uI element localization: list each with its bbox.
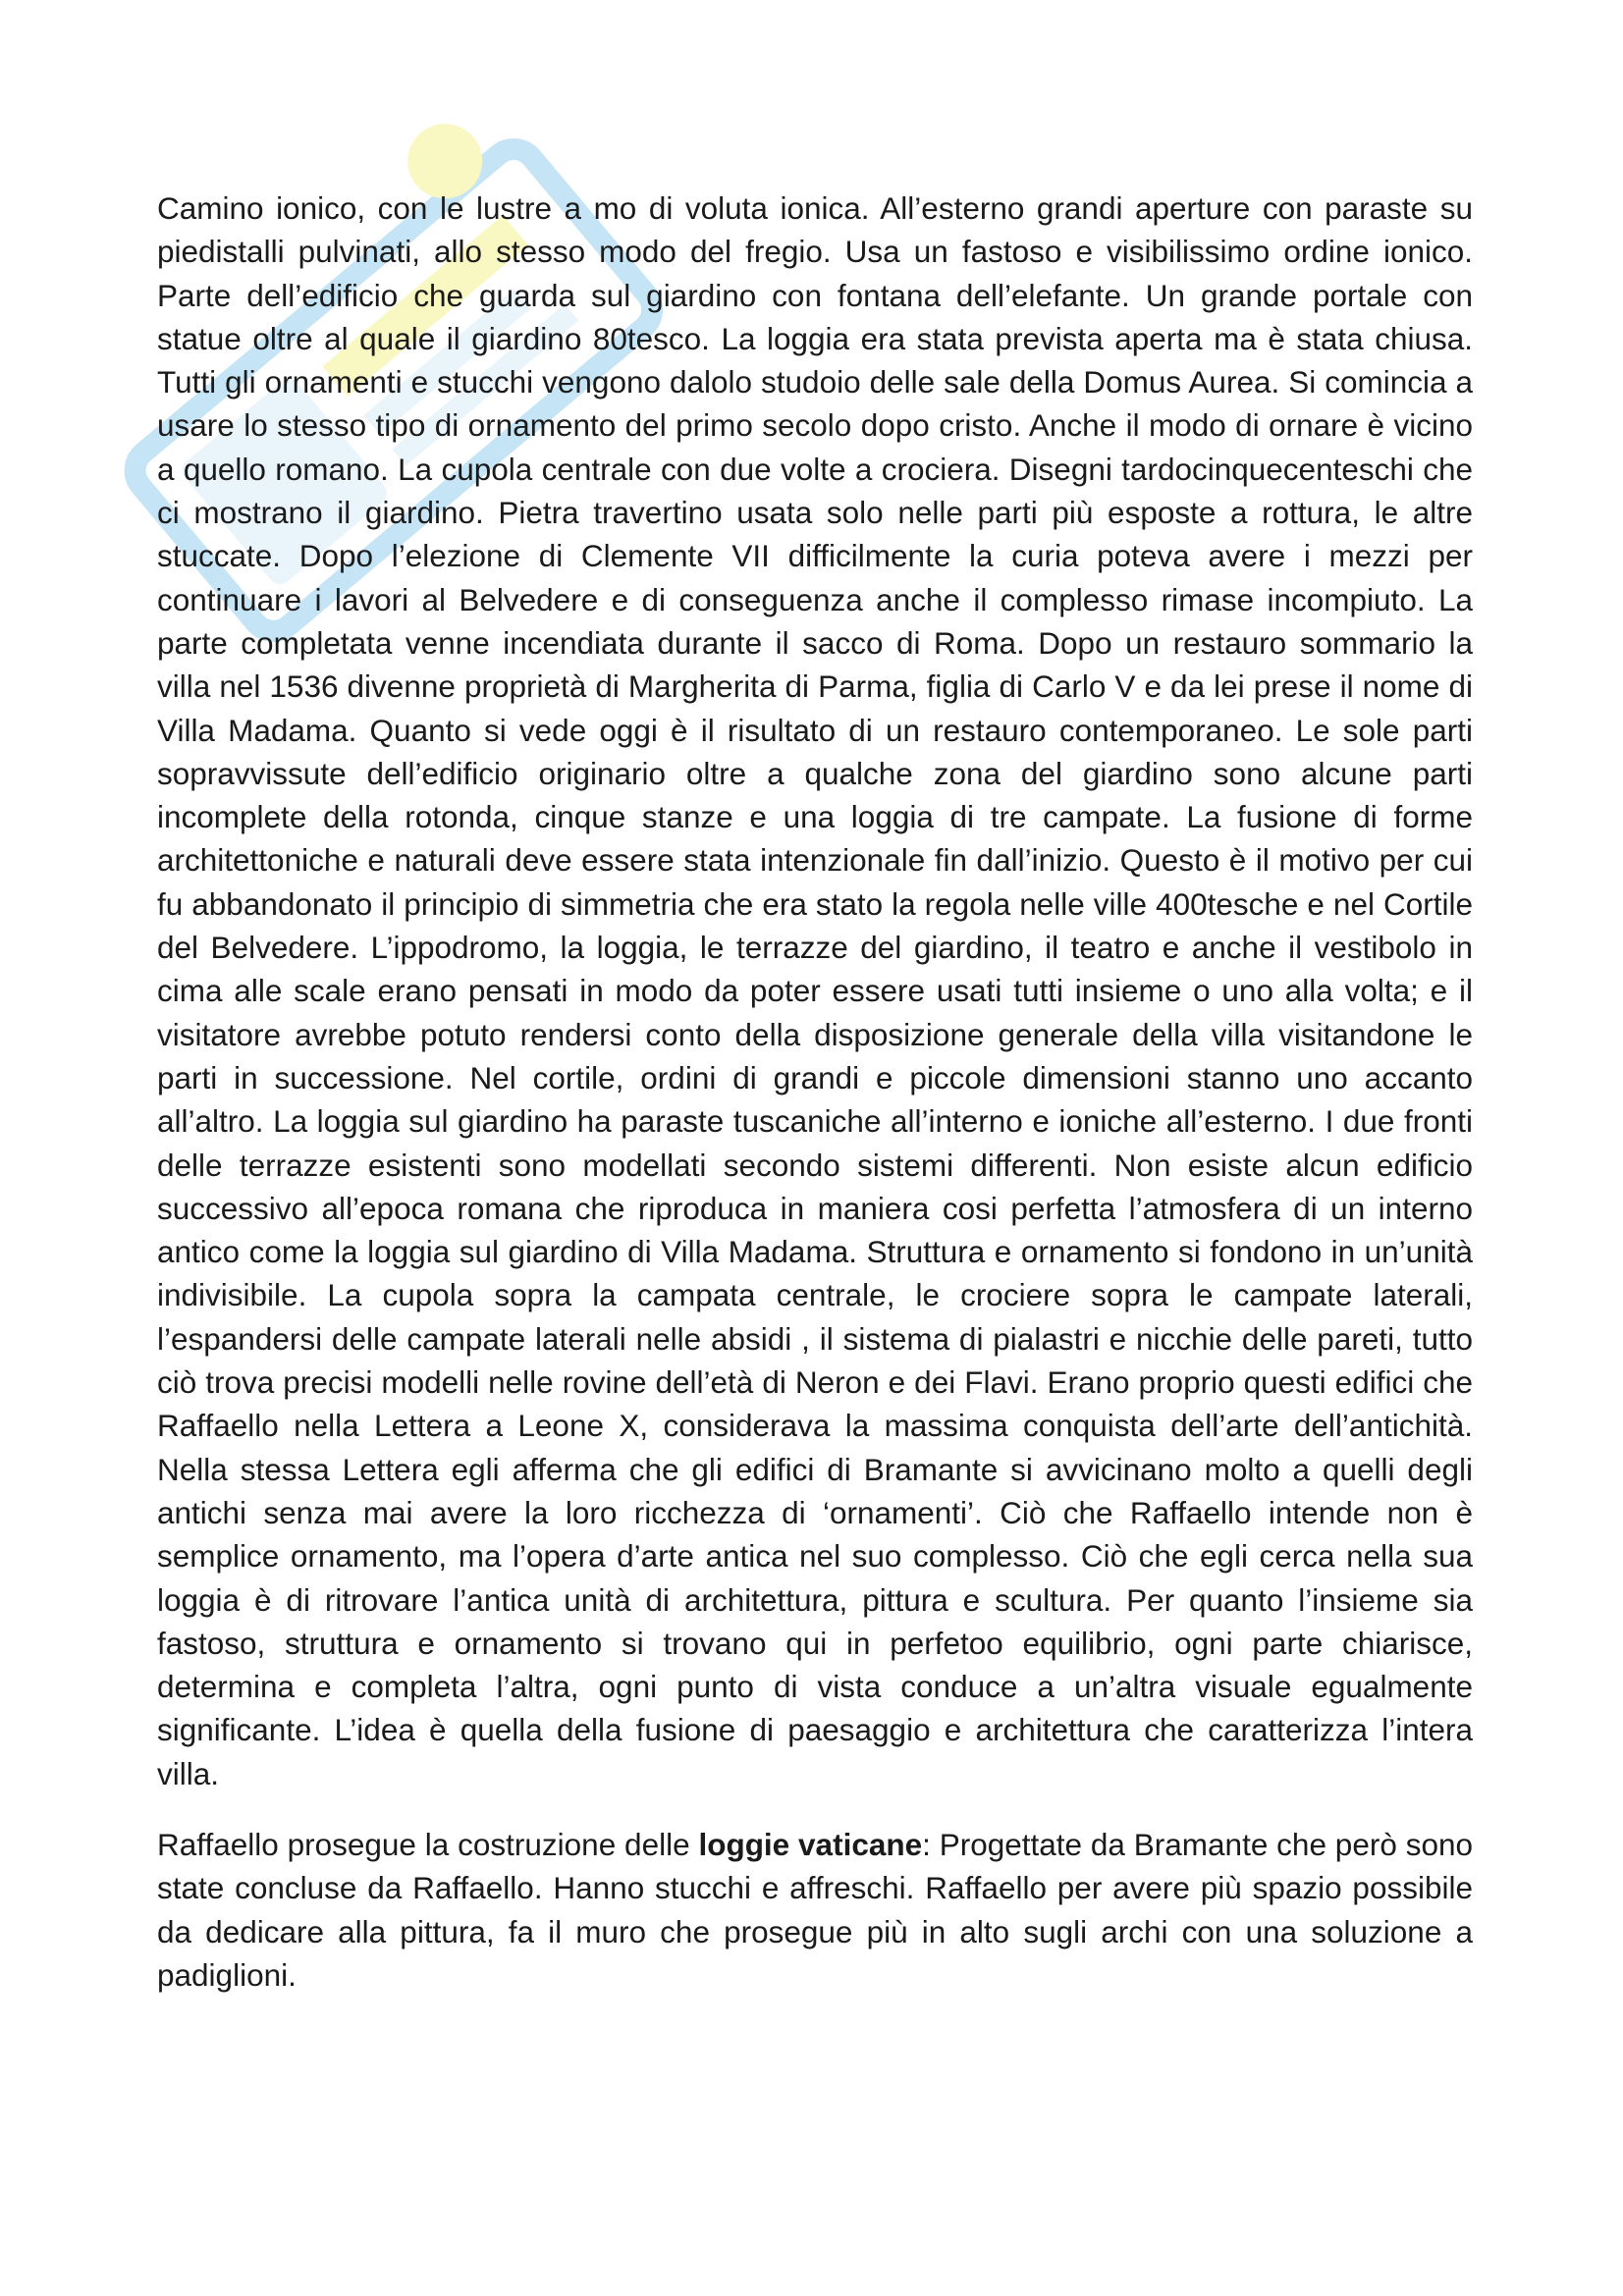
paragraph-loggie-vaticane: [157, 1823, 1473, 1997]
document-body: [157, 187, 1473, 1997]
paragraph-2-intro: Raffaello prosegue la costruzione delle: [157, 1826, 699, 1862]
paragraph-villa-madama: Camino ionico, con le lustre a mo di voluta ionica. All’esterno grandi aperture con paraste su piedistalli pulvinati, allo stesso modo del fregio. Usa un fastoso e visibilissimo ordine ionico. Parte dell’edificio che guarda sul giardino con fontana dell’elefante. Un grande portale con statue oltre al quale il giardino 80tesco. La loggia era stata prevista aperta ma è stata chiusa. Tutti gli ornamenti e stucchi vengono dalolo studoio delle sale della Domus Aurea. Si comincia a usare lo stesso tipo di ornamento del primo secolo dopo cristo. Anche il modo di ornare è vicino a quello romano. La cupola centrale con due volte a crociera. Disegni tardocinquecenteschi che ci mostrano il giardino. Pietra travertino usata solo nelle parti più esposte a rottura, le altre stuccate. Dopo l’elezione di Clemente VII difficilmente la curia poteva avere i mezzi per continuare i lavori al Belvedere e di conseguenza anche il complesso rimase incompiuto. La parte completata venne incendiata durante il sacco di Roma. Dopo un restauro sommario la villa nel 1536 divenne proprietà di Margherita di Parma, figlia di Carlo V e da lei prese il nome di Villa Madama. Quanto si vede oggi è il risultato di un restauro contemporaneo. Le sole parti sopravvissute dell’edificio originario oltre a qualche zona del giardino sono alcune parti incomplete della rotonda, cinque stanze e una loggia di tre campate. La fusione di forme architettoniche e naturali deve essere stata intenzionale fin dall’inizio. Questo è il motivo per cui fu abbandonato il principio di simmetria che era stato la regola nelle ville 400tesche e nel Cortile del Belvedere. L’ippodromo, la loggia, le terrazze del giardino, il teatro e anche il vestibolo in cima alle scale erano pensati in modo da poter essere usati tutti insieme o uno alla volta; e il visitatore avrebbe potuto rendersi conto della disposizione generale della villa visitandone le parti in successione. Nel cortile, ordini di grandi e piccole dimensioni stanno uno accanto all’altro. La loggia sul giardino ha paraste tuscaniche all’interno e ioniche all’esterno. I due fronti delle terrazze esistenti sono modellati secondo sistemi differenti. Non esiste alcun edificio successivo all’epoca romana che riproduca in maniera cosi perfetta l’atmosfera di un interno antico come la loggia sul giardino di Villa Madama. Struttura e ornamento si fondono in un’unità indivisibile. La cupola sopra la campata centrale, le crociere sopra le campate laterali, l’espandersi delle campate laterali nelle absidi , il sistema di pialastri e nicchie delle pareti, tutto ciò trova precisi modelli nelle rovine dell’età di Neron e dei Flavi. Erano proprio questi edifici che Raffaello nella Lettera a Leone X, considerava la massima conquista dell’arte dell’antichità. Nella stessa Lettera egli afferma che gli edifici di Bramante si avvicinano molto a quelli degli antichi senza mai avere la loro ricchezza di ‘ornamenti’. Ciò che Raffaello intende non è semplice ornamento, ma l’opera d’arte antica nel suo complesso. Ciò che egli cerca nella sua loggia è di ritrovare l’antica unità di architettura, pittura e scultura. Per quanto l’insieme sia fastoso, struttura e ornamento si trovano qui in perfetoo equilibrio, ogni parte chiarisce, determina e completa l’altra, ogni punto di vista conduce a un’altra visuale egualmente significante. L’idea è quella della fusione di paesaggio e architettura che caratterizza l’intera villa.: [157, 190, 1473, 1791]
paragraph-2-rest: : Progettate da Bramante che però sono state concluse da Raffaello. Hanno stucchi e affreschi. Raffaello per avere più spazio possibile da dedicare alla pittura, fa il muro che prosegue più in alto sugli archi con una soluzione a padiglioni.: [157, 1826, 1473, 1993]
bold-term-loggie-vaticane: loggie vaticane: [698, 1826, 923, 1862]
